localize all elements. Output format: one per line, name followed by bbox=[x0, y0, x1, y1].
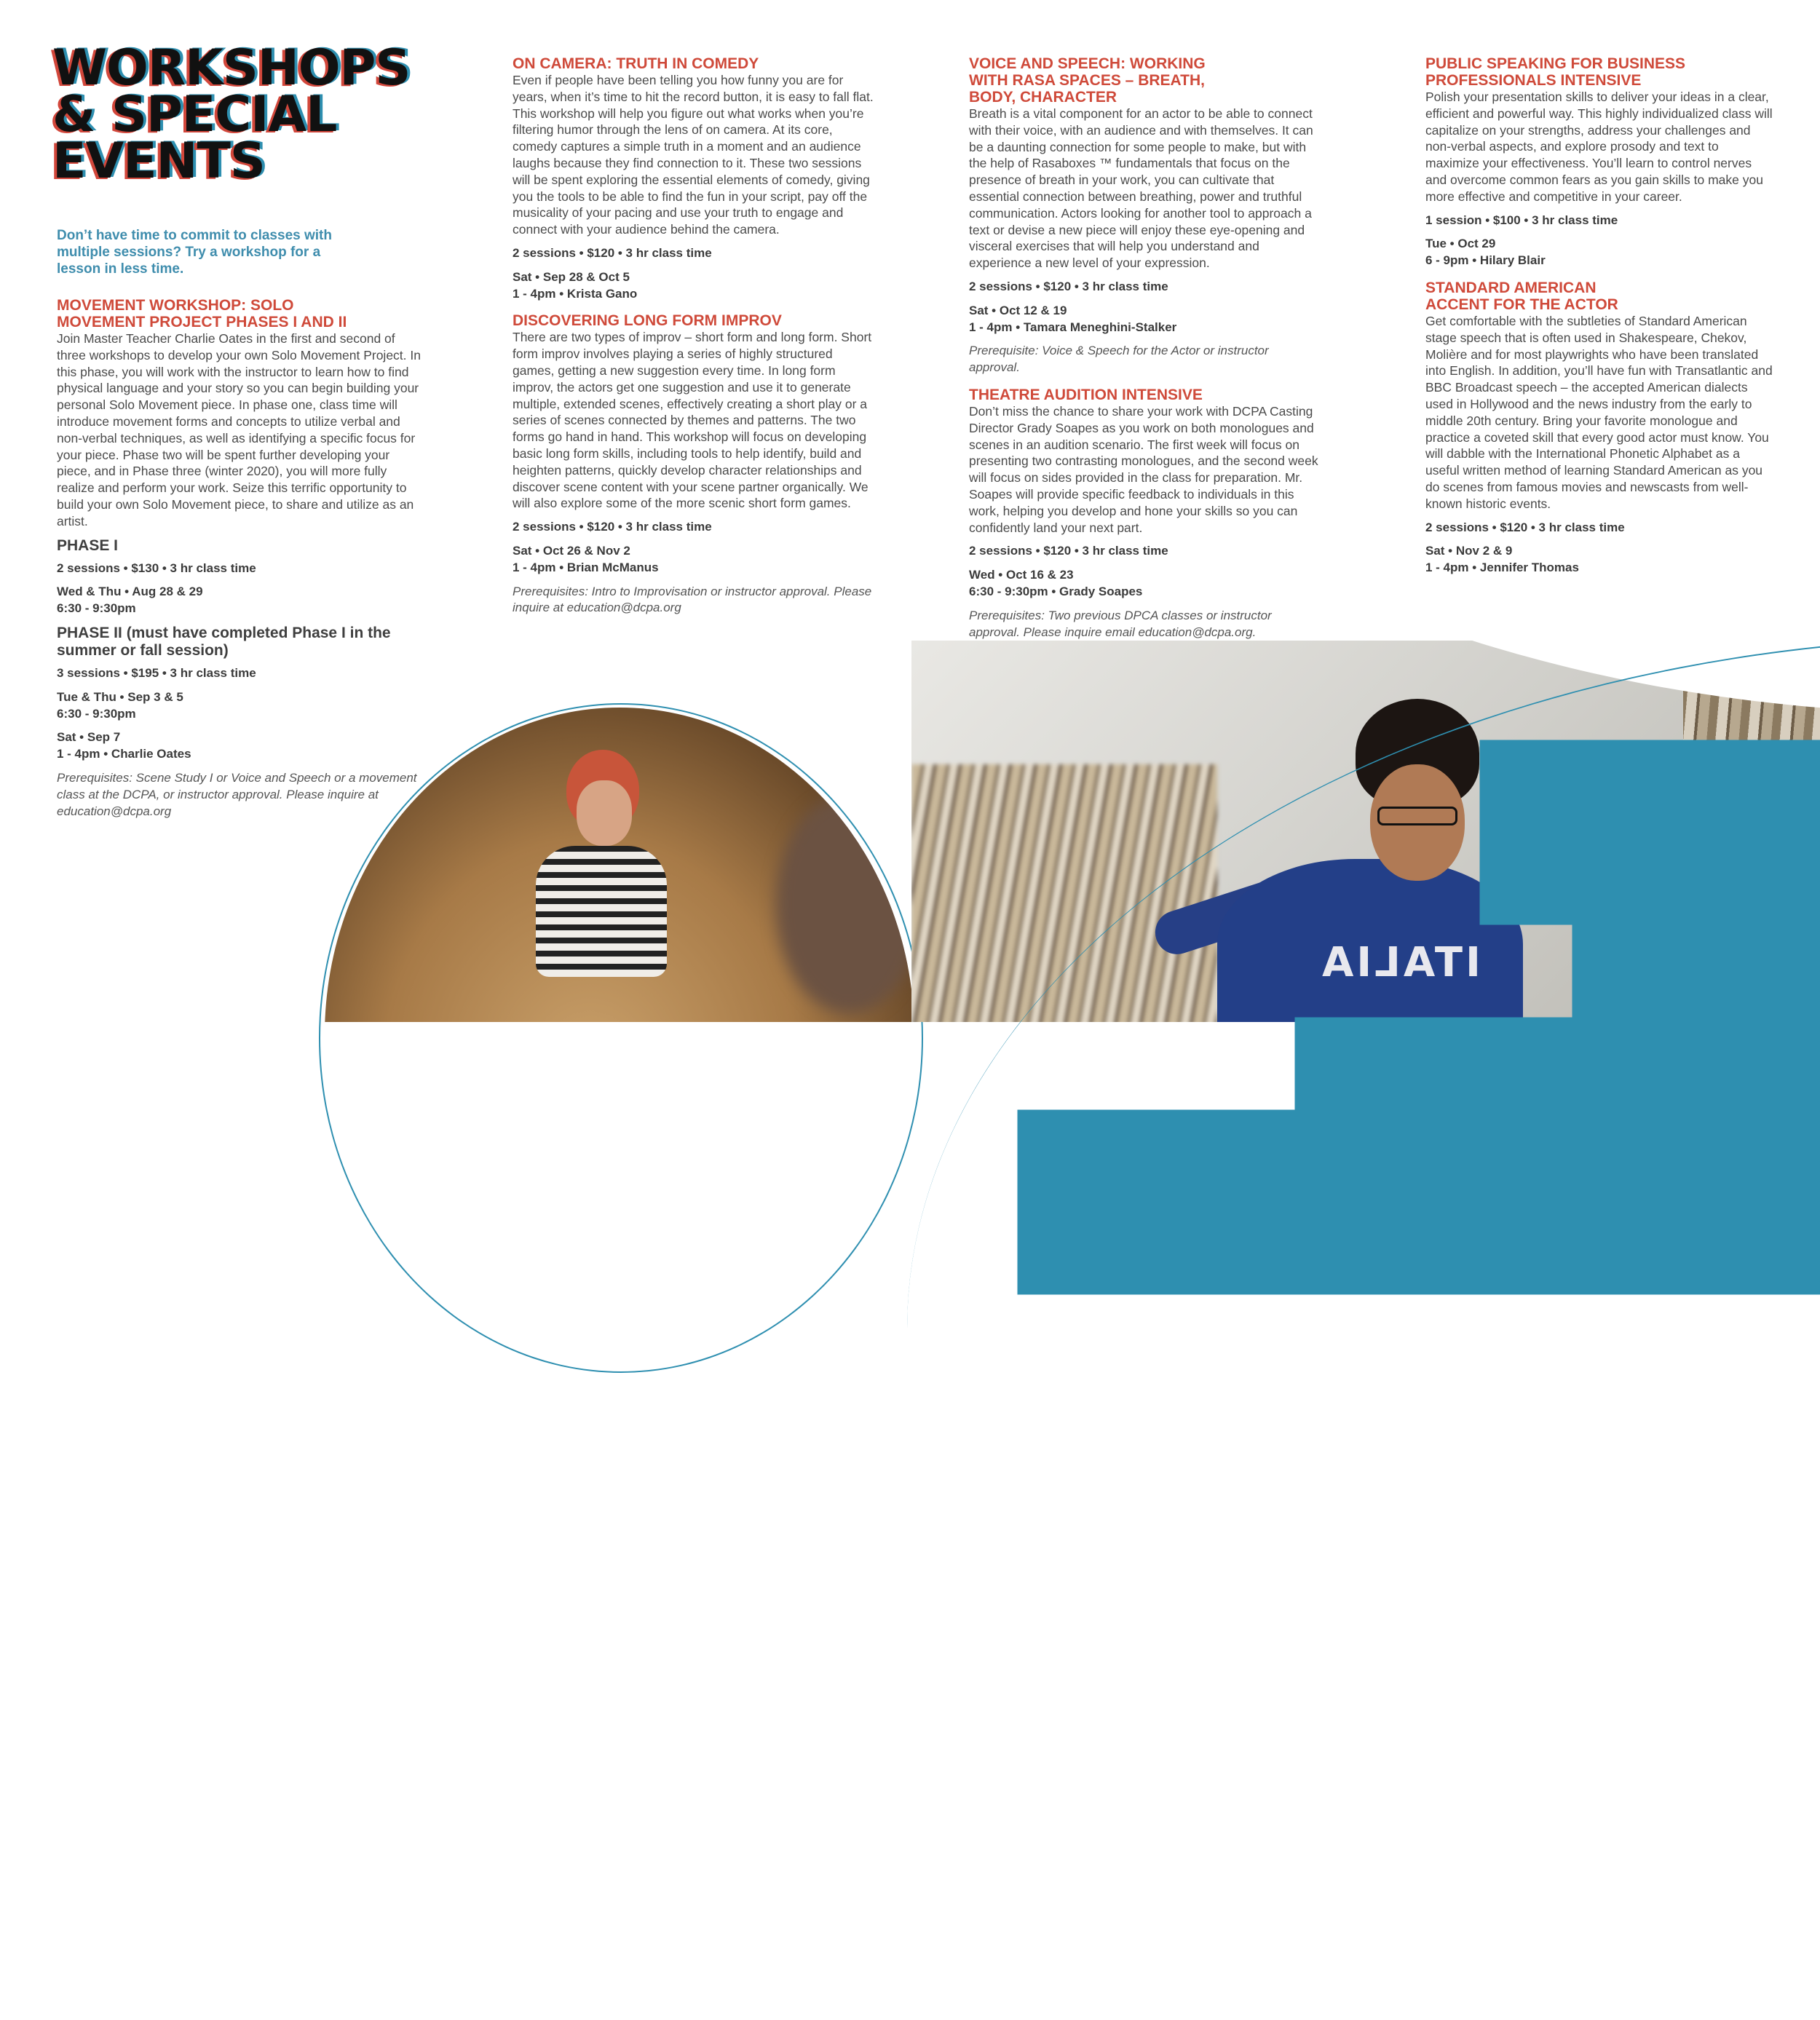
public-speaking-description: Polish your presentation skills to deliver your ideas in a clear, efficient and powerful way. This highly individualized class will capitalize on your strengths, address your challenges and non-verbal aspects, and explore prosody and text to maximize your effectiveness. You’ll learn to control nerves and overcome common fears as you gain skills to make you more effective and competitive in your career. bbox=[1425, 90, 1773, 204]
public-speaking-meta: 1 session • $100 • 3 hr class time bbox=[1425, 213, 1618, 227]
improv-title: DISCOVERING LONG FORM IMPROV bbox=[513, 312, 782, 330]
phase-1-title: PHASE I bbox=[57, 536, 119, 554]
accent-section bbox=[1425, 280, 1775, 577]
audition-schedule: Wed • Oct 16 & 23 6:30 - 9:30pm • Grady Soapes bbox=[969, 568, 1143, 598]
phase-2-title: PHASE II (must have completed Phase I in the summer or fall session) bbox=[57, 624, 391, 659]
voice-prereq: Prerequisite: Voice & Speech for the Actor or instructor approval. bbox=[969, 344, 1269, 375]
accent-description: Get comfortable with the subtleties of Standard American stage speech that is often used in Shakespeare, Chekov, Molière and for most playwrights who have been translated into English. In addition, you’ll have fun with Transatlantic and BBC Broadcast speech – the accepted American dialects used in Hollywood and the news industry from the early to middle 20th century. Bring your favorite monologue and practice a coveted skill that every good actor must know. You will dabble with the International Phonetic Alphabet as a useful written method of learning Standard American as you do scenes from famous movies and newscasts from well-known historic events. bbox=[1425, 313, 1773, 511]
accent-meta: 2 sessions • $120 • 3 hr class time bbox=[1425, 520, 1625, 534]
improv-meta: 2 sessions • $120 • 3 hr class time bbox=[513, 520, 712, 534]
page-title: WORKSHOPS & SPECIAL EVENTS bbox=[52, 39, 411, 190]
phase-2-schedule-2: Sat • Sep 7 1 - 4pm • Charlie Oates bbox=[57, 730, 191, 761]
audition-section bbox=[969, 387, 1318, 641]
column-3 bbox=[969, 55, 1318, 651]
voice-schedule: Sat • Oct 12 & 19 1 - 4pm • Tamara Meneghini-Stalker bbox=[969, 303, 1177, 334]
accent-title: STANDARD AMERICAN ACCENT FOR THE ACTOR bbox=[1425, 279, 1618, 313]
comedy-description: Even if people have been telling you how funny you are for years, when it’s time to hit the record button, it is easy to fall flat. This workshop will help you figure out what works when you’re filtering humor through the lens of on camera. At its core, comedy captures a simple truth in a moment and an audience laughs because they find connection to it. These two sessions will be spent exploring the essential elements of comedy, giving you the tools to be able to find the fun in your script, pay off the musicality of your pacing and use your truth to engage and connect with your audience behind the camera. bbox=[513, 73, 874, 237]
movement-workshop-prereq: Prerequisites: Scene Study I or Voice and Speech or a movement class at the DCPA, or instructor approval. Please inquire at education@dcpa.org bbox=[57, 770, 417, 818]
accent-schedule: Sat • Nov 2 & 9 1 - 4pm • Jennifer Thomas bbox=[1425, 544, 1579, 575]
audition-meta: 2 sessions • $120 • 3 hr class time bbox=[969, 544, 1168, 558]
comedy-section bbox=[513, 55, 877, 302]
phase-2-schedule-1: Tue & Thu • Sep 3 & 5 6:30 - 9:30pm bbox=[57, 689, 183, 721]
audition-prereq: Prerequisites: Two previous DPCA classes or instructor approval. Please inquire email education@dcpa.org. bbox=[969, 608, 1272, 639]
voice-section bbox=[969, 55, 1318, 376]
public-speaking-schedule: Tue • Oct 29 6 - 9pm • Hilary Blair bbox=[1425, 237, 1546, 268]
improv-prereq: Prerequisites: Intro to Improvisation or instructor approval. Please inquire at education@dcpa.org bbox=[513, 584, 872, 615]
column-4 bbox=[1425, 55, 1775, 587]
phase-2-meta: 3 sessions • $195 • 3 hr class time bbox=[57, 665, 256, 680]
voice-description: Breath is a vital component for an actor to be able to connect with their voice, with an audience and with themselves. It can be a daunting connection for some people to make, but with the help of Rasaboxes ™ fundamentals that focus on the presence of breath in your work, you can cultivate that essential connection between breathing, power and truthful communication. Actors looking for another tool to approach a text or devise a new piece will enjoy these eye-opening and visceral exercises that will help you understand and experience a new level of your expression. bbox=[969, 106, 1313, 271]
column-2 bbox=[513, 55, 877, 627]
phase-1-meta: 2 sessions • $130 • 3 hr class time bbox=[57, 561, 256, 575]
movement-workshop-title: MOVEMENT WORKSHOP: SOLO MOVEMENT PROJECT PHASES I AND II bbox=[57, 297, 347, 330]
decorative-arc-left bbox=[319, 703, 923, 1373]
audition-title: THEATRE AUDITION INTENSIVE bbox=[969, 386, 1203, 403]
public-speaking-title: PUBLIC SPEAKING FOR BUSINESS PROFESSIONALS INTENSIVE bbox=[1425, 55, 1686, 89]
voice-title: VOICE AND SPEECH: WORKING WITH RASA SPACES – BREATH, BODY, CHARACTER bbox=[969, 55, 1206, 106]
improv-schedule: Sat • Oct 26 & Nov 2 1 - 4pm • Brian McManus bbox=[513, 543, 659, 574]
comedy-schedule: Sat • Sep 28 & Oct 5 1 - 4pm • Krista Gano bbox=[513, 269, 638, 301]
hoodie-lettering: ITALIA bbox=[1319, 939, 1481, 986]
improv-description: There are two types of improv – short form and long form. Short form improv involves playing a series of highly structured games, getting a new suggestion every time. In long form improv, the actors get one suggestion and use it to generate multiple, extended scenes, effectively creating a short play or a series of scenes connected by themes and patterns. The two forms go hand in hand. This workshop will focus on developing basic long form skills, including tools to help identify, build and heighten patterns, quickly develop character relationships and discover scene content with your scene partner organically. We will also explore some of the more scenic short form games. bbox=[513, 330, 872, 511]
intro-text: Don’t have time to commit to classes with multiple sessions? Try a workshop for a lesson in less time. bbox=[57, 228, 332, 277]
audition-description: Don’t miss the chance to share your work with DCPA Casting Director Grady Soapes as you work on both monologues and scenes in an audition scenario. The first week will focus on presenting two contrasting monologues, and the second week will focus on sides provided in the class for preparation. Mr. Soapes will provide specific feedback to individuals in this work, helping you develop and hone your skills so you can confidently land your next part. bbox=[969, 403, 1318, 535]
improv-section bbox=[513, 312, 877, 617]
voice-meta: 2 sessions • $120 • 3 hr class time bbox=[969, 279, 1168, 293]
comedy-meta: 2 sessions • $120 • 3 hr class time bbox=[513, 245, 712, 260]
public-speaking-section bbox=[1425, 55, 1775, 269]
comedy-title: ON CAMERA: TRUTH IN COMEDY bbox=[513, 55, 759, 72]
phase-1-schedule: Wed & Thu • Aug 28 & 29 6:30 - 9:30pm bbox=[57, 585, 203, 616]
movement-workshop-description: Join Master Teacher Charlie Oates in the first and second of three workshops to develop your own Solo Movement Project. In this phase, you will work with the instructor to learn how to find physical language and your story so you can begin building your personal Solo Movement piece. In phase one, class time will introduce movement forms and concepts to utilize verbal and non-verbal techniques, as well as identifying a specific focus for your piece. Phase two will be spent further developing your piece, and in Phase three (winter 2020), you will more fully realize and perform your work. Seize this terrific opportunity to build your own Solo Movement piece, to share and utilize as an artist. bbox=[57, 331, 421, 528]
